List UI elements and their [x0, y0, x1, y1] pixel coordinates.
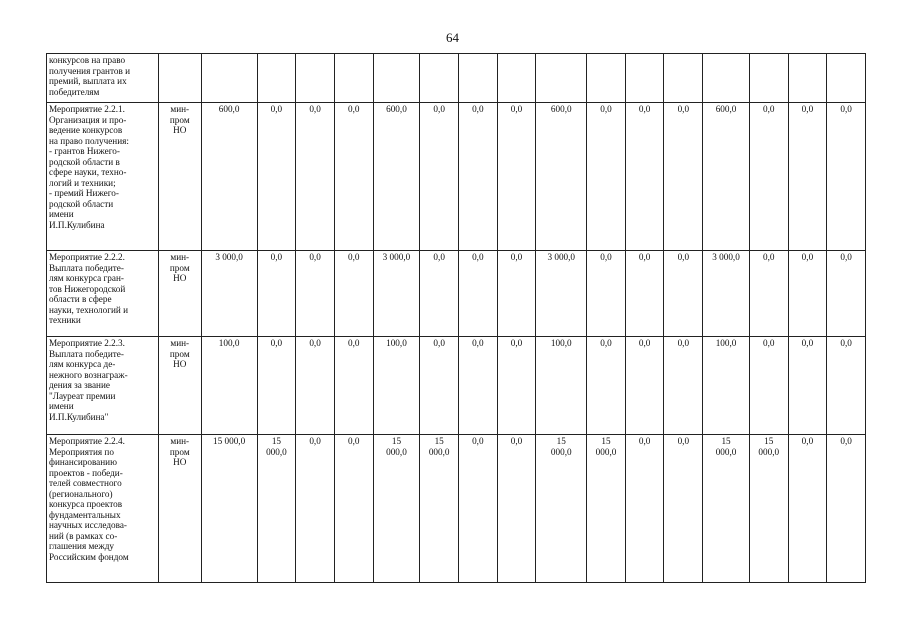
value-text: 3 000,0 [712, 252, 740, 262]
value-cell [536, 54, 587, 103]
value-cell [459, 103, 498, 251]
value-cell [296, 435, 335, 583]
description-line: Мероприятие 2.2.1. [49, 104, 125, 114]
value-cell [749, 251, 788, 337]
value-text: 000,0 [595, 446, 617, 457]
value-text: 0,0 [309, 338, 321, 348]
value-cell [420, 435, 459, 583]
description-line: нежного вознаграж- [49, 369, 128, 380]
value-text: 0,0 [309, 252, 321, 262]
value-text: 15 [391, 436, 402, 446]
value-cell [334, 251, 373, 337]
value-cell [664, 54, 703, 103]
value-text: 15 [556, 436, 566, 446]
description-line: Мероприятие 2.2.3. [49, 338, 125, 348]
value-text: 0,0 [347, 104, 360, 114]
value-cell [257, 103, 296, 251]
value-cell [749, 435, 788, 583]
description-line: Мероприятие 2.2.4. [49, 436, 125, 446]
value-cell [625, 54, 664, 103]
value-text: 0,0 [510, 104, 523, 114]
description-line: глашения между [49, 541, 114, 551]
value-text: 0,0 [763, 104, 775, 114]
value-text: 600,0 [386, 104, 407, 114]
value-cell [420, 337, 459, 435]
value-cell [497, 103, 536, 251]
value-text: 100,0 [715, 338, 737, 348]
value-cell [334, 54, 373, 103]
value-text: 15 000,0 [213, 436, 246, 446]
value-text: 15 [271, 436, 281, 446]
value-cell [827, 54, 866, 103]
description-line: Выплата победите- [49, 262, 124, 273]
value-text: 000,0 [715, 446, 737, 457]
value-cell [587, 103, 626, 251]
value-cell [749, 54, 788, 103]
value-text: 000,0 [550, 446, 572, 457]
executor-line: пром [169, 262, 190, 273]
value-text: 0,0 [600, 252, 612, 262]
description-line: ведение конкурсов [49, 125, 123, 135]
description-line: тов Нижегородской [49, 283, 126, 294]
value-cell [497, 54, 536, 103]
value-text: 0,0 [801, 436, 814, 446]
value-text: 0,0 [510, 338, 523, 348]
executor-line: пром [169, 114, 190, 125]
value-text: 0,0 [472, 436, 484, 446]
description-line: области в сфере [49, 294, 112, 304]
value-text: 0,0 [472, 338, 484, 348]
value-text: 0,0 [309, 104, 321, 114]
table-body [47, 54, 866, 583]
value-cell [459, 337, 498, 435]
description-line: проектов - победи- [49, 467, 123, 478]
value-cell [201, 435, 257, 583]
description-line: победителям [49, 86, 100, 97]
value-cell [625, 435, 664, 583]
value-cell [201, 103, 257, 251]
description-line: техники [49, 315, 81, 325]
table-row [47, 54, 866, 103]
description-line: имени [49, 209, 74, 219]
value-text: 0,0 [840, 338, 852, 348]
description-line: Российским фондом [49, 551, 129, 562]
value-text: 0,0 [347, 252, 360, 262]
value-text: 15 [764, 436, 774, 446]
value-cell [257, 251, 296, 337]
value-cell [827, 103, 866, 251]
value-text: 0,0 [801, 104, 814, 114]
value-cell [373, 435, 420, 583]
value-cell [296, 54, 335, 103]
executor-line: мин- [170, 252, 190, 262]
value-text: 0,0 [677, 338, 690, 348]
description-line: финансированию [49, 457, 117, 467]
value-text: 0,0 [433, 104, 445, 114]
value-cell [201, 251, 257, 337]
activity-description [47, 251, 159, 337]
description-line: И.П.Кулибина" [49, 411, 109, 422]
executor-line: НО [173, 457, 187, 467]
value-text: 3 000,0 [547, 252, 576, 262]
value-text: 0,0 [801, 338, 814, 348]
description-line: науки, технологий и [49, 304, 129, 315]
executor-line: пром [169, 446, 190, 457]
value-text: 0,0 [472, 104, 484, 114]
value-cell [788, 103, 827, 251]
value-cell [703, 54, 750, 103]
table-row [47, 251, 866, 337]
value-cell [536, 103, 587, 251]
description-line: родской области в [49, 156, 120, 167]
value-text: 15 [434, 436, 444, 446]
value-text: 0,0 [840, 252, 852, 262]
value-text: 0,0 [600, 338, 612, 348]
description-line: - премий Нижего- [49, 188, 119, 198]
value-text: 0,0 [510, 436, 523, 446]
value-text: 000,0 [428, 446, 450, 457]
description-line: сфере науки, техно- [49, 167, 127, 177]
value-cell [334, 103, 373, 251]
value-cell [373, 103, 420, 251]
activity-description [47, 435, 159, 583]
value-cell [373, 337, 420, 435]
description-line: родской области [49, 198, 114, 209]
value-cell [664, 251, 703, 337]
value-cell [497, 251, 536, 337]
value-cell [536, 251, 587, 337]
activity-description [47, 54, 159, 103]
value-text: 0,0 [840, 104, 852, 114]
activity-description [47, 103, 159, 251]
value-cell [788, 337, 827, 435]
executor-cell [158, 435, 201, 583]
executor-cell [158, 54, 201, 103]
value-text: 0,0 [677, 104, 690, 114]
executor-line: мин- [170, 338, 190, 348]
value-text: 0,0 [472, 252, 484, 262]
executor-cell [158, 337, 201, 435]
value-cell [788, 435, 827, 583]
value-text: 0,0 [270, 104, 283, 114]
value-cell [201, 337, 257, 435]
page-number: 64 [446, 30, 459, 45]
value-text: 0,0 [347, 338, 360, 348]
value-cell [536, 435, 587, 583]
description-line: конкурсов на право [49, 55, 126, 65]
value-cell [587, 435, 626, 583]
description-line: премий, выплата их [49, 76, 127, 86]
value-text: 0,0 [270, 338, 283, 348]
description-line: лям конкурса де- [49, 359, 116, 369]
value-text: 0,0 [638, 104, 651, 114]
value-cell [497, 337, 536, 435]
value-cell [201, 54, 257, 103]
value-text: 0,0 [270, 252, 283, 262]
value-cell [257, 337, 296, 435]
description-line: имени [49, 401, 74, 411]
executor-line: мин- [170, 104, 190, 114]
value-text: 0,0 [638, 338, 651, 348]
executor-cell [158, 103, 201, 251]
value-cell [334, 337, 373, 435]
value-cell [296, 103, 335, 251]
value-text: 15 [721, 436, 731, 446]
activity-description [47, 337, 159, 435]
value-cell [587, 337, 626, 435]
value-text: 100,0 [550, 338, 572, 348]
value-cell [296, 337, 335, 435]
value-cell [788, 251, 827, 337]
description-line: Организация и про- [49, 114, 127, 125]
value-cell [459, 435, 498, 583]
description-line: на право получения: [49, 135, 129, 146]
executor-line: мин- [170, 436, 190, 446]
value-text: 0,0 [677, 436, 690, 446]
value-text: 0,0 [763, 338, 775, 348]
value-cell [703, 337, 750, 435]
executor-line: пром [169, 348, 190, 359]
description-line: ний (в рамках со- [49, 530, 118, 541]
value-text: 0,0 [638, 436, 651, 446]
description-line: "Лауреат премии [49, 390, 116, 401]
value-text: 600,0 [218, 104, 240, 114]
description-line: Мероприятие 2.2.2. [49, 252, 125, 262]
value-cell [373, 251, 420, 337]
value-text: 0,0 [347, 436, 360, 446]
value-text: 100,0 [218, 338, 240, 348]
value-cell [373, 54, 420, 103]
value-cell [257, 54, 296, 103]
value-cell [827, 337, 866, 435]
value-cell [703, 251, 750, 337]
value-cell [587, 54, 626, 103]
description-line: телей совместного [49, 478, 122, 488]
value-cell [749, 337, 788, 435]
value-text: 3 000,0 [382, 252, 411, 262]
value-text: 15 [601, 436, 611, 446]
value-text: 0,0 [433, 338, 445, 348]
value-text: 0,0 [801, 252, 814, 262]
value-cell [827, 251, 866, 337]
value-cell [664, 337, 703, 435]
value-text: 000,0 [266, 446, 287, 457]
value-cell [587, 251, 626, 337]
description-line: (регионального) [49, 488, 113, 499]
executor-cell [158, 251, 201, 337]
value-cell [625, 337, 664, 435]
budget-table [46, 53, 866, 583]
value-cell [625, 103, 664, 251]
value-cell [664, 435, 703, 583]
description-line: получения грантов и [49, 65, 131, 76]
value-cell [420, 251, 459, 337]
value-cell [625, 251, 664, 337]
value-text: 600,0 [550, 104, 572, 114]
value-cell [459, 54, 498, 103]
description-line: дения за звание [49, 380, 110, 390]
description-line: - грантов Нижего- [49, 146, 120, 156]
description-line: логий и техники; [49, 177, 116, 188]
executor-line: НО [173, 125, 187, 135]
value-text: 0,0 [600, 104, 612, 114]
description-line: лям конкурса гран- [49, 273, 124, 283]
table-row [47, 337, 866, 435]
description-line: научных исследова- [49, 520, 127, 530]
description-line: фундаментальных [49, 509, 121, 520]
value-text: 000,0 [758, 446, 780, 457]
value-cell [703, 103, 750, 251]
value-cell [749, 103, 788, 251]
value-text: 000,0 [386, 446, 407, 457]
value-cell [334, 435, 373, 583]
value-cell [703, 435, 750, 583]
description-line: Мероприятия по [49, 446, 114, 457]
table-row [47, 103, 866, 251]
value-text: 0,0 [763, 252, 775, 262]
description-line: конкурса проектов [49, 499, 123, 509]
value-cell [827, 435, 866, 583]
value-cell [497, 435, 536, 583]
value-cell [788, 54, 827, 103]
value-cell [664, 103, 703, 251]
value-text: 3 000,0 [215, 252, 243, 262]
value-text: 0,0 [638, 252, 651, 262]
executor-line: НО [173, 273, 187, 283]
value-cell [420, 54, 459, 103]
value-cell [459, 251, 498, 337]
value-cell [296, 251, 335, 337]
value-text: 0,0 [433, 252, 445, 262]
value-cell [536, 337, 587, 435]
description-line: И.П.Кулибина [49, 219, 105, 230]
value-text: 0,0 [309, 436, 321, 446]
value-text: 0,0 [677, 252, 690, 262]
value-text: 100,0 [386, 338, 407, 348]
description-line: Выплата победите- [49, 348, 124, 359]
table-row [47, 435, 866, 583]
executor-line: НО [173, 359, 187, 369]
value-text: 0,0 [510, 252, 523, 262]
value-cell [257, 435, 296, 583]
value-text: 0,0 [840, 436, 852, 446]
value-text: 600,0 [715, 104, 737, 114]
value-cell [420, 103, 459, 251]
